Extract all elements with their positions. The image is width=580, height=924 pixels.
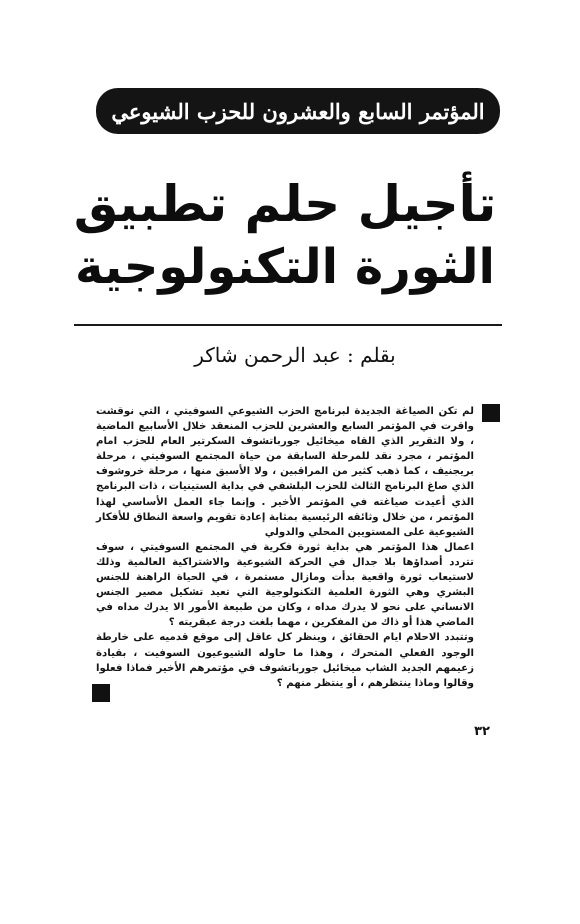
page-number: ٣٢: [474, 724, 490, 739]
headline-line-2: الثورة التكنولوجية: [75, 239, 495, 295]
byline: بقلم : عبد الرحمن شاكر: [194, 343, 396, 367]
section-banner: [96, 88, 500, 134]
article-body: [96, 404, 474, 691]
paragraph-1: لم تكن الصياغة الجديدة لبرنامج الحزب الشيوعي السوفيتي ، التي نوقشت واقرت في المؤتمر السابع والعشرين للحزب المنعقد خلال الأسابيع الماضية ، ولا التقرير الذي القاه ميخائيل جورباتشوف السكرتير العام للحزب امام المؤتمر ، مجرد نقد للمرحلة السابقة من حياة المجتمع السوفيتي ، مرحلة بريجنيف ، كما ذهب كثير من المراقبين ، ولا الأسبق منها ، مرحلة خروشوف الذي صاغ البرنامج الثالث للحزب البلشفي في بداية الستينيات ، ذات البرنامج الذي أعيدت صياغته في المؤتمر الأخير . وإنما جاء العمل الأساسي لهذا المؤتمر ، من خلال وثائقه الرئيسية بمثابة إعادة تقويم واسعة النطاق للأفكار الشيوعية على المستويين المحلي والدولي: [96, 406, 474, 538]
headline-divider: [74, 324, 502, 326]
paragraph-2: اعمال هذا المؤتمر هي بداية ثورة فكرية في المجتمع السوفيتي ، سوف تتردد أصداؤها بلا جدال في الحركة الشيوعية والاشتراكية العالمية وذلك لاستيعاب ثورة واقعية بدأت ومازال مستمرة ، في الحياة الراهنة للجنس البشري وهي الثورة العلمية التكنولوجية التي تعيد تشكيل مصير الجنس الانساني على نحو لا يدرك مداه ، وكان من طبيعة الأمور الا يدرك مداه في الماضي هذا أو ذاك من المفكرين ، مهما بلغت درجة عبقريته ؟: [96, 541, 474, 629]
banner-text: المؤتمر السابع والعشرون للحزب الشيوعي: [111, 98, 485, 124]
paragraph-marker-square: [482, 404, 500, 422]
paragraph-3: وتتبدد الاحلام ايام الحقائق ، وينظر كل عاقل إلى موقع قدميه على خارطة الوجود الفعلي المتحرك ، وهذا ما حاوله الشيوعيون السوفيت ، بقيادة زعيمهم الجديد الشاب ميخائيل جورباتشوف في مؤتمرهم الأخير فماذا فعلوا وقالوا وماذا ينتظرهم ، أو ينتظر منهم ؟: [96, 632, 474, 689]
headline-line-1: تأجيل حلم تطبيق: [73, 175, 497, 233]
